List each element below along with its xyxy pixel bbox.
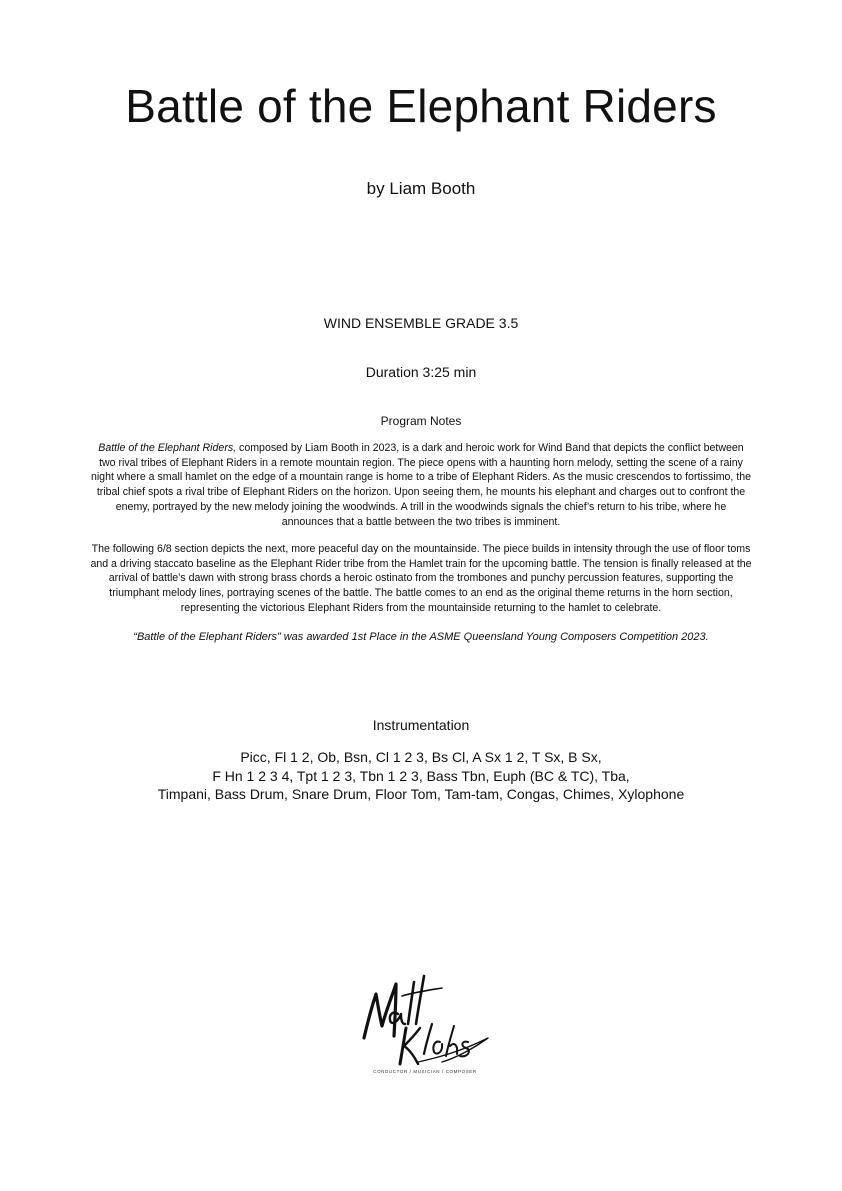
composer-byline: by Liam Booth bbox=[366, 179, 476, 198]
instrumentation-heading: Instrumentation bbox=[372, 717, 470, 733]
ensemble-grade: WIND ENSEMBLE GRADE 3.5 bbox=[323, 315, 519, 331]
signature-caption: CONDUCTOR / MUSICIAN / COMPOSER bbox=[373, 1069, 477, 1074]
document-title: Battle of the Elephant Riders bbox=[125, 80, 717, 132]
signature-logo bbox=[356, 966, 496, 1076]
program-notes-paragraph-2: The following 6/8 section depicts the next, more peaceful day on the mountainside. The piece builds in intensity through the use of floor toms and a driving staccato baseline as the Elephant Rider tribe from the Hamlet train for the upcoming battle. The tension is finally released at the arrival of battle’s dawn with strong brass chords a heroic ostinato from the trombones and punchy percussion features, supporting the triumphant melody lines, portraying scenes of the battle. The battle comes to an end as the original theme returns in the horn section, representing the victorious Elephant Riders from the mountainside returning to the hamlet to celebrate. bbox=[90, 543, 752, 614]
instrumentation-list bbox=[60, 748, 782, 804]
award-note: “Battle of the Elephant Riders” was awarded 1st Place in the ASME Queensland Young Composers Competition 2023. bbox=[133, 631, 709, 643]
instrumentation-line-2: F Hn 1 2 3 4, Tpt 1 2 3, Tbn 1 2 3, Bass Tbn, Euph (BC & TC), Tba, bbox=[212, 767, 630, 784]
duration-text: Duration 3:25 min bbox=[365, 364, 477, 380]
instrumentation-line-1: Picc, Fl 1 2, Ob, Bsn, Cl 1 2 3, Bs Cl, A Sx 1 2, T Sx, B Sx, bbox=[240, 749, 602, 765]
paragraph-1-text: composed by Liam Booth in 2023, is a dark and heroic work for Wind Band that depicts the conflict between two rival tribes of Elephant Riders in a remote mountain region. The piece opens with a haunting horn melody, setting the scene of a rainy night where a small hamlet on the edge of a mountain range is home to a tribe of Elephant Riders. As the music crescendos to fortissimo, the tribal chief spots a rival tribe of Elephant Riders on the horizon. Upon seeing them, he mounts his elephant and charges out to confront the enemy, portrayed by the new melody joining the woodwinds. A trill in the woodwinds signals the chief’s return to his tribe, where he announces that a battle between the two tribes is imminent. bbox=[90, 442, 752, 528]
program-notes-paragraph-1 bbox=[90, 441, 752, 529]
instrumentation-line-3: Timpani, Bass Drum, Snare Drum, Floor Tom, Tam-tam, Congas, Chimes, Xylophone bbox=[157, 786, 685, 802]
program-notes-heading: Program Notes bbox=[380, 414, 462, 428]
piece-title-italic: Battle of the Elephant Riders, bbox=[98, 442, 237, 454]
